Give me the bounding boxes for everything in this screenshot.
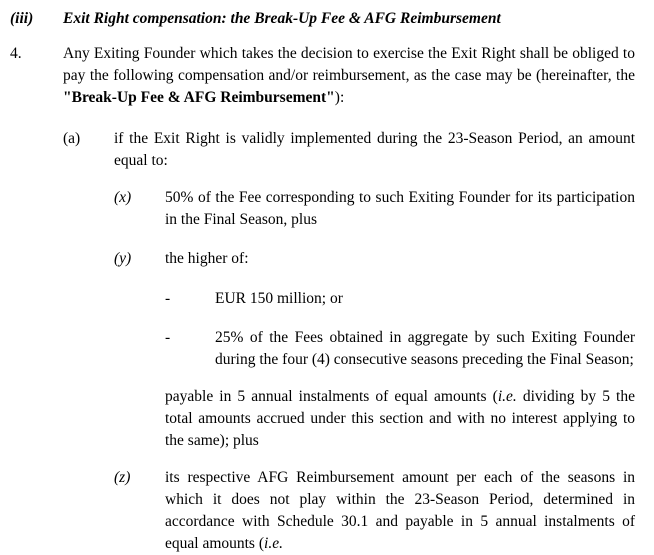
- payable-paragraph: [165, 386, 635, 452]
- item-x-label: (x): [114, 189, 132, 206]
- item-x-text: 50% of the Fee corresponding to such Exiting Founder for its participation in the Final Season, plus: [165, 189, 635, 228]
- clause-number: 4.: [10, 45, 22, 62]
- ie-abbrev: i.e.: [264, 535, 283, 552]
- bullet-text: 25% of the Fees obtained in aggregate by such Exiting Founder during the four (4) consecutive seasons preceding the Final Season;: [215, 329, 635, 368]
- payable-text-before: payable in 5 annual instalments of equal amounts (: [165, 388, 498, 405]
- bullet-text: EUR 150 million; or: [215, 290, 343, 307]
- section-title: Exit Right compensation: the Break-Up Fee & AFG Reimbursement: [63, 10, 501, 27]
- bullet-marker: -: [165, 329, 171, 346]
- item-a-label: (a): [63, 130, 81, 147]
- item-y-text: the higher of:: [165, 250, 249, 267]
- section-number: (iii): [10, 10, 34, 27]
- bullet-marker: -: [165, 290, 171, 307]
- item-y-label: (y): [114, 250, 132, 267]
- item-z-label: (z): [114, 469, 131, 486]
- clause-4-text-after: ):: [334, 89, 345, 106]
- item-a-text: if the Exit Right is validly implemented during the 23-Season Period, an amount equal to:: [114, 130, 635, 169]
- clause-4-text-before: Any Exiting Founder which takes the decision to exercise the Exit Right shall be obliged to pay the following compensation and/or reimbursement, as the case may be (hereinafter, the: [63, 45, 635, 84]
- ie-abbrev: i.e.: [497, 388, 517, 405]
- item-z-text-before: its respective AFG Reimbursement amount per each of the seasons in which it does not play within the 23-Season Period, determined in accordance with Schedule 30.1 and payable in 5 annual instalments of equal amounts (: [165, 469, 635, 552]
- payable-text-after: dividing by 5 the total amounts accrued under this section and with no interest applying to the same); plus: [165, 388, 635, 449]
- defined-term: "Break-Up Fee & AFG Reimbursement": [63, 89, 335, 106]
- clause-4-text: [63, 43, 635, 109]
- item-z-text: [165, 467, 635, 555]
